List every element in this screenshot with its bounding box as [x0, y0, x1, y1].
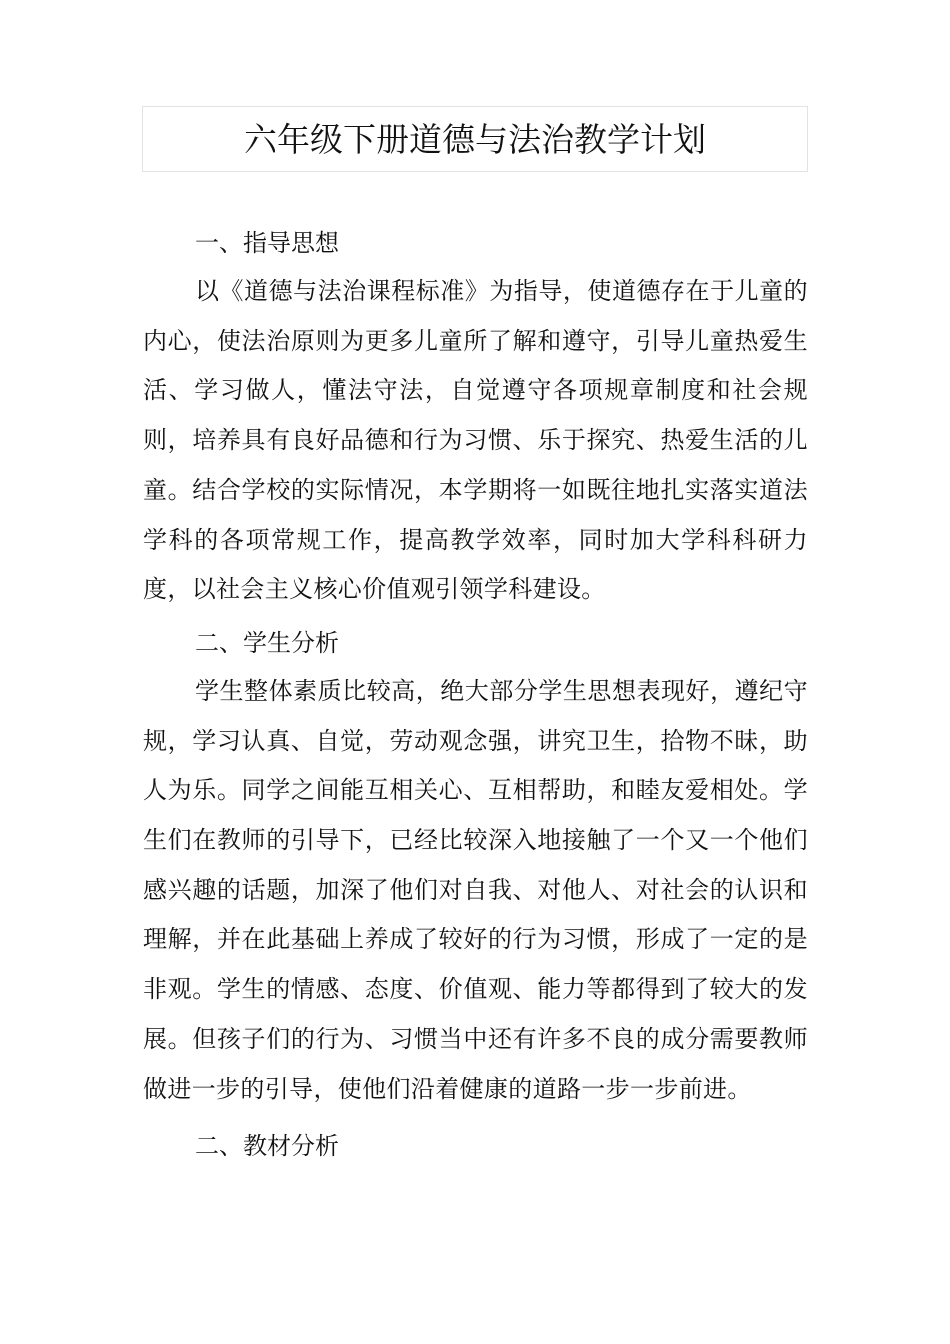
page-title: 六年级下册道德与法治教学计划: [244, 120, 706, 160]
section-heading-student-analysis: 二、学生分析: [195, 628, 339, 657]
section-heading-textbook-analysis: 二、教材分析: [195, 1132, 339, 1161]
section-heading-guiding-ideology: 一、指导思想: [195, 229, 339, 257]
document-body: [143, 219, 808, 1170]
section-body-student-analysis: 学生整体素质比较高，绝大部分学生思想表现好，遵纪守规，学习认真、自觉，劳动观念强，讲究卫生，拾物不昧，助人为乐。同学之间能互相关心、互相帮助，和睦友爱相处。学生们在教师的引导下，已经比较深入地接触了一个又一个他们感兴趣的话题，加深了他们对自我、对他人、对社会的认识和理解，并在此基础上养成了较好的行为习惯，形成了一定的是非观。学生的情感、态度、价值观、能力等都得到了较大的发展。但孩子们的行为、习惯当中还有许多不良的成分需要教师做进一步的引导，使他们沿着健康的道路一步一步前进。: [143, 676, 808, 1103]
section-body-guiding-ideology: 以《道德与法治课程标准》为指导，使道德存在于儿童的内心，使法治原则为更多儿童所了解和遵守，引导儿童热爱生活、学习做人，懂法守法，自觉遵守各项规章制度和社会规则，培养具有良好品德和行为习惯、乐于探究、热爱生活的儿童。结合学校的实际情况，本学期将一如既往地扎实落实道法学科的各项常规工作，提高教学效率，同时加大学科科研力度，以社会主义核心价值观引领学科建设。: [143, 277, 808, 604]
